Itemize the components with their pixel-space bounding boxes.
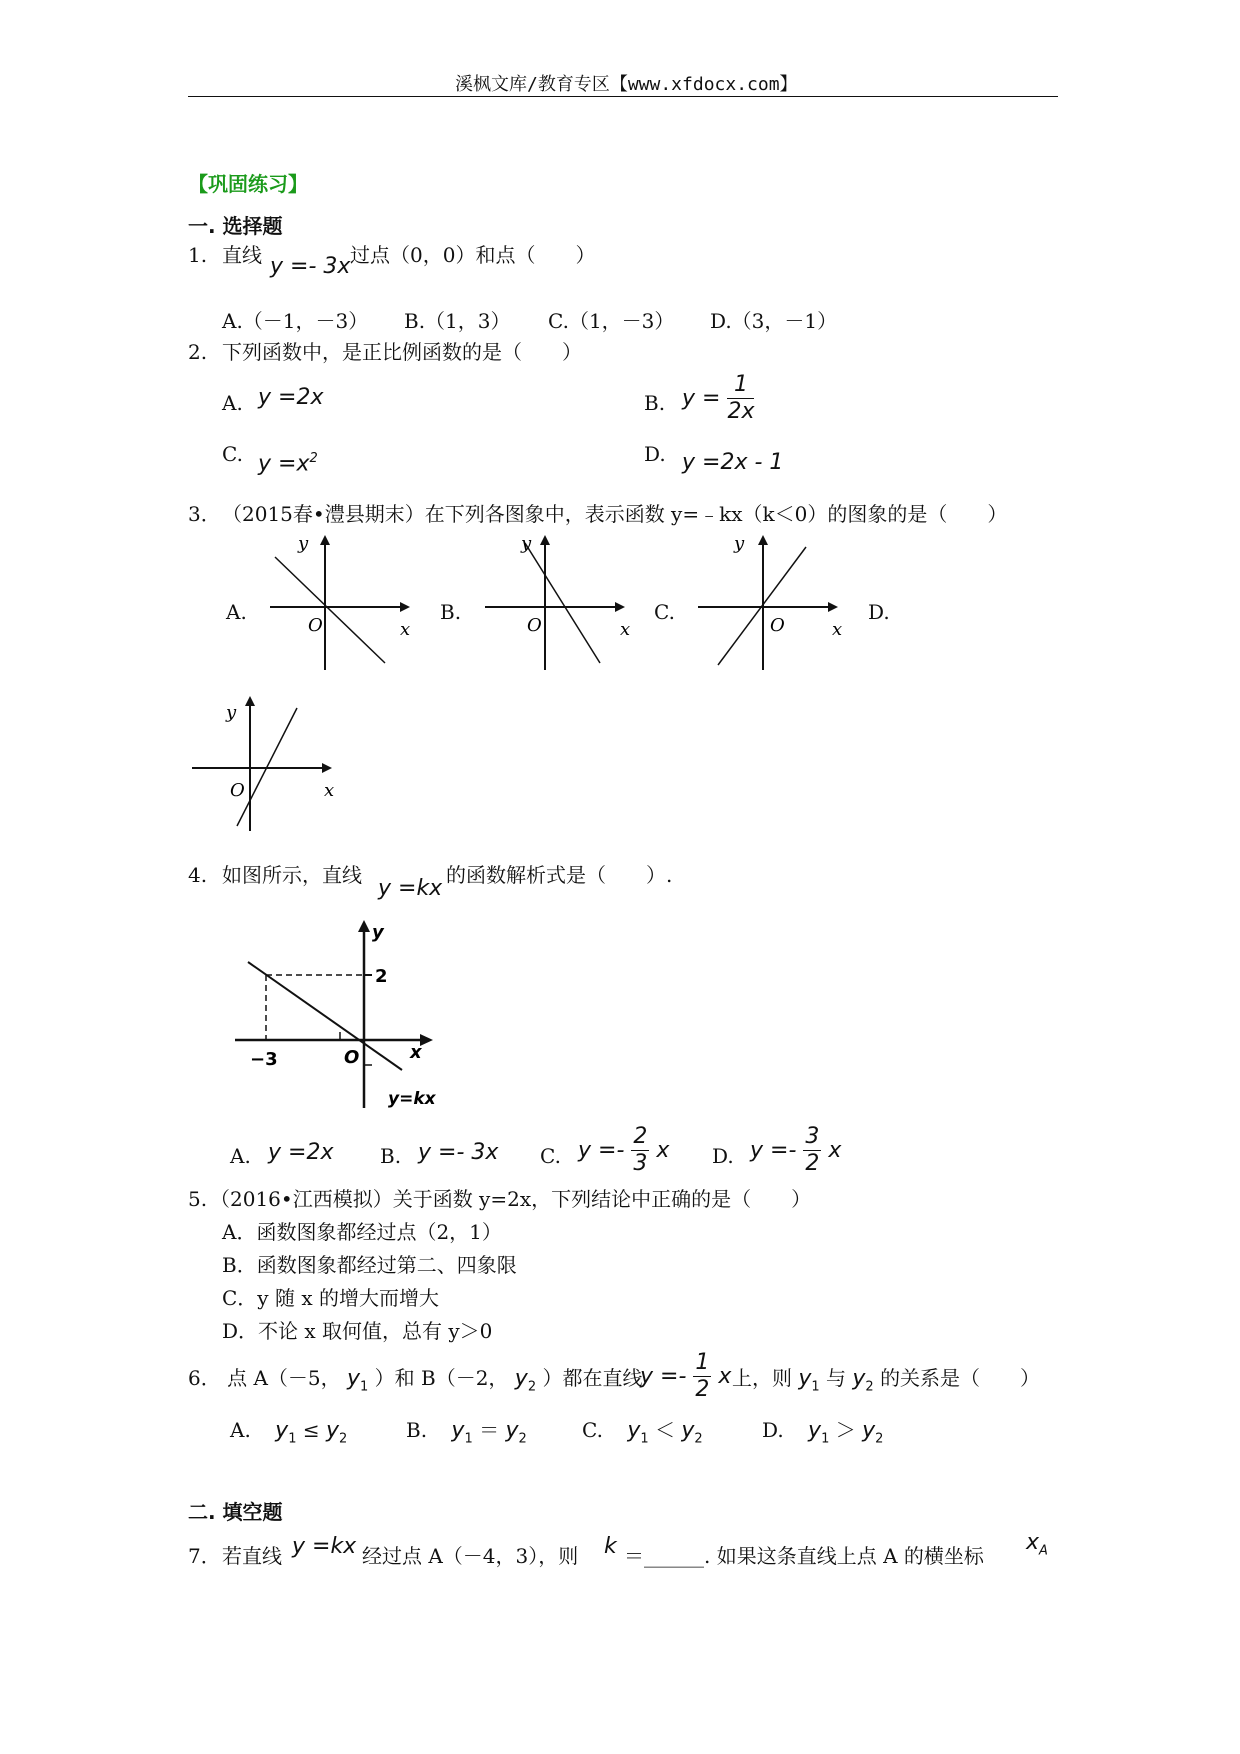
- q3-number: 3．: [188, 502, 221, 526]
- q7-mid: 经过点 A（－4，3），则: [362, 1544, 579, 1568]
- y-arrow: [320, 535, 330, 545]
- q6-b-left: [451, 1418, 473, 1447]
- q1-formula: y =- 3x: [270, 254, 351, 279]
- q3-graph-b: [485, 535, 635, 670]
- part2-title: 二. 填空题: [188, 1500, 283, 1524]
- q6-y1: [346, 1366, 369, 1395]
- q5-text: （2016•江西模拟）关于函数 y=2x，下列结论中正确的是（ ）: [210, 1187, 812, 1211]
- q2-label-c: C.: [222, 442, 243, 466]
- x-arrow: [615, 602, 625, 612]
- q6-a-right-base: y: [325, 1418, 339, 1443]
- q6-d-left-base: y: [808, 1418, 822, 1443]
- q6-c-left-sub: 1: [640, 1431, 649, 1447]
- q4-option-b: y =- 3x: [418, 1140, 499, 1165]
- q2-b-left: y =: [682, 386, 721, 411]
- q6-b-right-sub: 2: [518, 1431, 527, 1447]
- q6-eq-right: x: [718, 1364, 732, 1389]
- q4-c-fraction: [631, 1124, 649, 1177]
- origin-label: O: [770, 615, 785, 636]
- q6-b-label: B.: [406, 1418, 428, 1442]
- q6-b-right-base: y: [505, 1418, 519, 1443]
- q4-number: 4.: [188, 863, 208, 887]
- q3-label-a: A.: [226, 600, 247, 624]
- x-label: x: [410, 1042, 422, 1063]
- x-label: x: [832, 619, 843, 640]
- q6-c-right-base: y: [681, 1418, 695, 1443]
- q3-label-b: B.: [440, 600, 462, 624]
- y-arrow: [540, 535, 550, 545]
- q5-number: 5.: [188, 1187, 208, 1211]
- q6-a-left-sub: 1: [288, 1431, 297, 1447]
- q4-graph: [230, 920, 440, 1110]
- q6-option-a: [230, 1418, 347, 1451]
- q1-number: 1.: [188, 243, 208, 267]
- origin-label: O: [344, 1047, 360, 1068]
- q6-y2-base: y: [514, 1366, 528, 1391]
- q6-tail-y1-base: y: [798, 1366, 812, 1391]
- q6-line: [188, 1366, 642, 1399]
- q3-label-d: D.: [868, 600, 890, 624]
- q4-c-numerator: 2: [633, 1124, 648, 1149]
- q6-y1-base: y: [346, 1366, 361, 1391]
- q7-number: 7．: [188, 1544, 221, 1568]
- q4-label-c: C.: [540, 1144, 561, 1168]
- q4-label-a: A.: [230, 1144, 251, 1168]
- y-arrow: [758, 535, 768, 545]
- q4-c-left: y =-: [578, 1138, 625, 1163]
- q6-option-b: [406, 1418, 527, 1451]
- q6-denominator: 2: [695, 1377, 710, 1402]
- q6-t5: 与: [826, 1366, 847, 1390]
- q6-formula: [640, 1350, 731, 1403]
- q4-d-left: y =-: [750, 1138, 797, 1163]
- q2-b-fraction: [727, 372, 754, 425]
- x-arrow: [420, 1034, 433, 1046]
- q6-b-left-sub: 1: [464, 1431, 473, 1447]
- q6-a-label: A.: [230, 1418, 251, 1442]
- q6-option-d: [762, 1418, 883, 1451]
- q6-d-left: [808, 1418, 830, 1447]
- q6-a-left: [275, 1418, 297, 1447]
- q4-c-right: x: [656, 1138, 670, 1163]
- q3-text: （2015春•澧县期末）在下列各图象中，表示函数 y=﹣kx（k＜0）的图象的是（ ）: [222, 502, 1008, 526]
- q7-xa-base: x: [1026, 1530, 1040, 1555]
- q6-eq-left: y =-: [640, 1364, 687, 1389]
- q6-d-right-sub: 2: [875, 1431, 884, 1447]
- q6-b-left-base: y: [451, 1418, 465, 1443]
- q3-graph-d: [192, 696, 342, 831]
- q5-option-d: D．不论 x 取何值，总有 y＞0: [222, 1319, 493, 1343]
- q6-t3: ）都在直线: [542, 1366, 643, 1390]
- q1-post: 过点（0，0）和点（ ）: [350, 243, 596, 267]
- q6-t6: 的关系是（ ）: [880, 1366, 1041, 1390]
- q6-c-left-base: y: [627, 1418, 641, 1443]
- q5-option-c: C．y 随 x 的增大而增大: [222, 1286, 439, 1310]
- q7-xa-sub: A: [1039, 1543, 1048, 1559]
- q2-c-sup: 2: [309, 451, 318, 466]
- q6-d-right-base: y: [862, 1418, 876, 1443]
- q4-d-numerator: 3: [805, 1124, 820, 1149]
- graph-line: [275, 557, 385, 663]
- q6-number: 6．: [188, 1366, 221, 1390]
- q4-option-c: [578, 1124, 669, 1177]
- q6-d-op: ＞: [835, 1418, 856, 1442]
- x-arrow: [400, 602, 410, 612]
- q6-tail-y2: [852, 1366, 874, 1395]
- q1-option-c: C.（1，－3）: [548, 309, 675, 333]
- q6-a-left-base: y: [275, 1418, 289, 1443]
- q6-c-left: [627, 1418, 649, 1447]
- q4-d-right: x: [828, 1138, 842, 1163]
- q6-tail: [732, 1366, 1040, 1399]
- y-arrow: [358, 920, 370, 932]
- q2-option-a: y =2x: [258, 385, 324, 410]
- q2-option-b: [682, 372, 754, 425]
- section-title: 【巩固练习】: [188, 172, 308, 196]
- q6-y1-sub: 1: [360, 1379, 369, 1395]
- y-label: y: [521, 533, 532, 554]
- graph-line: [525, 543, 600, 663]
- q6-b-op: ＝: [479, 1418, 500, 1442]
- header-rule: [188, 96, 1058, 97]
- q6-tail-y1-sub: 1: [811, 1379, 820, 1395]
- q6-t4: 上，则: [732, 1366, 792, 1390]
- q7-k: k: [604, 1534, 617, 1559]
- origin-label: O: [527, 615, 542, 636]
- q2-c-base: y =x: [258, 451, 310, 477]
- q4-formula: y =kx: [378, 876, 443, 901]
- q3-label-c: C.: [654, 600, 675, 624]
- q2-label-a: A.: [222, 391, 243, 415]
- q3-graph-c: [698, 535, 848, 670]
- q6-tail-y2-sub: 2: [865, 1379, 874, 1395]
- q6-c-op: ＜: [654, 1418, 675, 1442]
- q2-option-c: [258, 451, 318, 476]
- y-tick-label: 2: [375, 966, 388, 987]
- x-label: x: [324, 780, 335, 801]
- q6-d-right: [862, 1418, 884, 1447]
- q2-option-d: y =2x - 1: [682, 450, 784, 475]
- q6-t2: ）和 B（－2，: [374, 1366, 509, 1390]
- x-arrow: [828, 602, 838, 612]
- q6-d-label: D.: [762, 1418, 784, 1442]
- x-label: x: [400, 619, 411, 640]
- q1-option-a: A.（－1，－3）: [222, 309, 369, 333]
- q6-a-right: [325, 1418, 348, 1447]
- q2-label-d: D.: [644, 442, 666, 466]
- q7-pre: 若直线: [222, 1544, 282, 1568]
- y-label: y: [226, 702, 237, 723]
- part1-title: 一. 选择题: [188, 214, 283, 238]
- q4-option-a: y =2x: [268, 1140, 334, 1165]
- q2-number: 2.: [188, 340, 208, 364]
- origin-label: O: [308, 615, 323, 636]
- q6-y2-sub: 2: [527, 1379, 537, 1395]
- line-label: y=kx: [388, 1089, 436, 1109]
- q6-c-right: [681, 1418, 703, 1447]
- q6-fraction: [693, 1350, 711, 1403]
- q6-d-left-sub: 1: [821, 1431, 830, 1447]
- q7-xa: [1026, 1530, 1048, 1558]
- x-tick-label: −3: [250, 1049, 278, 1070]
- q4-label-b: B.: [380, 1144, 402, 1168]
- q6-a-right-sub: 2: [339, 1431, 348, 1447]
- q6-c-right-sub: 2: [694, 1431, 703, 1447]
- y-label: y: [734, 533, 745, 554]
- q4-c-denominator: 3: [633, 1151, 648, 1176]
- q6-tail-y1: [798, 1366, 820, 1395]
- q6-option-c: [582, 1418, 703, 1451]
- q6-c-label: C.: [582, 1418, 603, 1442]
- q2-text: 下列函数中，是正比例函数的是（ ）: [222, 340, 582, 364]
- page-header: 溪枫文库/教育专区【www.xfdocx.com】: [455, 74, 798, 95]
- y-label: y: [298, 533, 309, 554]
- q7-eq: ＝______. 如果这条直线上点 A 的横坐标: [624, 1544, 984, 1568]
- q4-d-fraction: [803, 1124, 821, 1177]
- q4-label-d: D.: [712, 1144, 734, 1168]
- q2-label-b: B.: [644, 391, 666, 415]
- x-label: x: [620, 619, 631, 640]
- q6-tail-y2-base: y: [852, 1366, 866, 1391]
- q6-a-op: ≤: [302, 1418, 320, 1442]
- y-label: y: [372, 922, 384, 943]
- q2-b-denominator: 2x: [727, 399, 755, 424]
- q6-b-right: [505, 1418, 527, 1447]
- q1-pre: 直线: [222, 243, 262, 267]
- q4-d-denominator: 2: [805, 1151, 820, 1176]
- q6-y2: [514, 1366, 537, 1395]
- q5-option-b: B．函数图象都经过第二、四象限: [222, 1253, 517, 1277]
- q4-option-d: [750, 1124, 841, 1177]
- q1-option-d: D.（3，－1）: [710, 309, 838, 333]
- q3-graph-a: [260, 535, 410, 670]
- y-arrow: [245, 696, 255, 706]
- q2-b-numerator: 1: [727, 372, 754, 399]
- origin-label: O: [230, 780, 245, 801]
- q4-pre: 如图所示，直线: [222, 863, 362, 887]
- q4-post: 的函数解析式是（ ）.: [446, 863, 673, 887]
- q6-numerator: 1: [695, 1350, 710, 1375]
- q7-formula: y =kx: [292, 1534, 357, 1559]
- q6-t1: 点 A（－5，: [227, 1366, 341, 1390]
- x-arrow: [322, 763, 332, 773]
- q5-option-a: A．函数图象都经过点（2，1）: [222, 1220, 502, 1244]
- q1-option-b: B.（1，3）: [404, 309, 511, 333]
